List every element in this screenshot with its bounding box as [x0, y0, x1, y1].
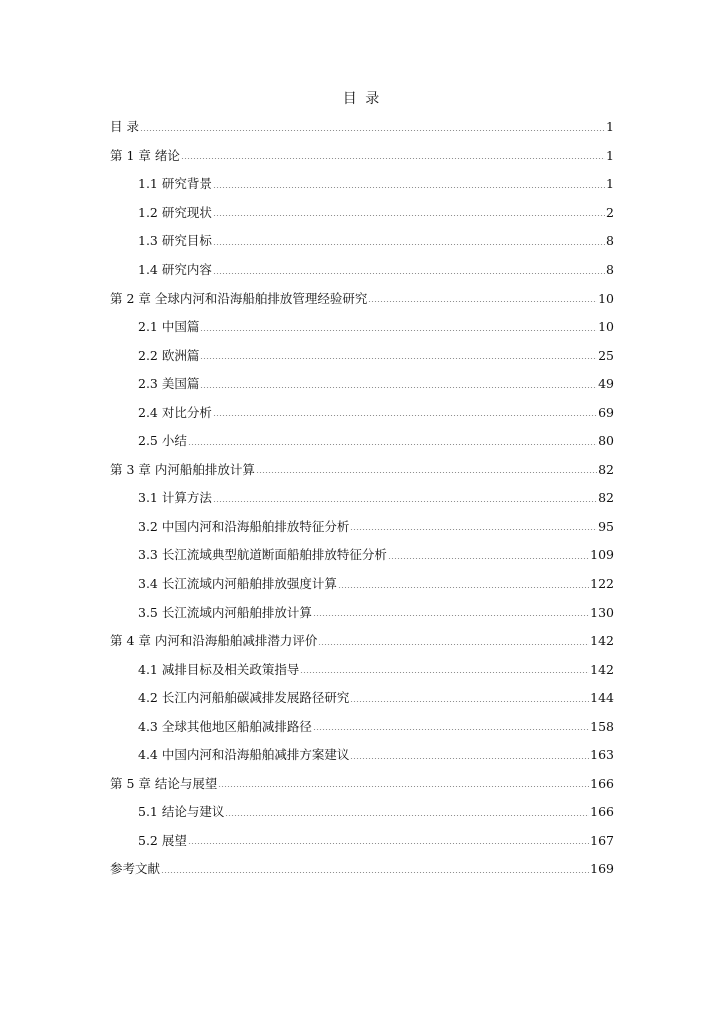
toc-entry-label: 3.2 中国内河和沿海船舶排放特征分析 [138, 518, 350, 534]
dot-leader [200, 358, 597, 359]
toc-entry-page-number: 8 [606, 262, 614, 277]
toc-entry[interactable] [0, 798, 724, 827]
dot-leader [368, 301, 597, 302]
dot-leader [200, 387, 597, 388]
toc-entry-page-number: 49 [598, 376, 614, 392]
toc-entry-label: 3.5 长江流域内河船舶排放计算 [138, 604, 312, 620]
dot-leader [318, 644, 589, 645]
toc-entry-page-number: 95 [598, 518, 614, 534]
toc-entry-page-number: 1 [606, 147, 614, 163]
toc-entry-label: 4.3 全球其他地区船舶减排路径 [138, 718, 312, 734]
toc-entry[interactable] [0, 627, 724, 656]
toc-entry-page-number: 158 [590, 718, 614, 734]
toc-entry-page-number: 25 [598, 347, 614, 363]
dot-leader [188, 444, 597, 445]
toc-entry-label: 5.1 结论与建议 [138, 804, 225, 820]
dot-leader [313, 729, 589, 730]
toc-entry-page-number: 1 [606, 119, 614, 135]
dot-leader [388, 558, 589, 559]
toc-entry[interactable] [0, 370, 724, 399]
dot-leader [213, 273, 605, 274]
toc-entry[interactable] [0, 684, 724, 713]
toc-entry[interactable] [0, 541, 724, 570]
toc-entry-page-number: 167 [590, 832, 614, 848]
toc-entry-label: 第 5 章 结论与展望 [110, 775, 218, 791]
dot-leader [161, 872, 589, 873]
toc-entry-label: 1.2 研究现状 [138, 204, 212, 220]
dot-leader [350, 758, 589, 759]
toc-entry[interactable] [0, 170, 724, 199]
toc-entry-label: 2.2 欧洲篇 [138, 347, 200, 363]
toc-entry-page-number: 169 [590, 861, 614, 877]
toc-entry[interactable] [0, 284, 724, 313]
toc-entry[interactable] [0, 456, 724, 485]
dot-leader [140, 130, 605, 131]
dot-leader [218, 786, 589, 787]
toc-entry-label: 4.4 中国内河和沿海船舶减排方案建议 [138, 747, 350, 763]
toc-entry[interactable] [0, 227, 724, 256]
toc-entry[interactable] [0, 142, 724, 171]
toc-entry[interactable] [0, 598, 724, 627]
toc-entry-page-number: 82 [598, 461, 614, 477]
toc-entry-label: 4.2 长江内河船舶碳减排发展路径研究 [138, 690, 350, 706]
dot-leader [350, 529, 597, 530]
toc-entry-page-number: 10 [598, 290, 614, 306]
dot-leader [181, 158, 605, 159]
toc-entry[interactable] [0, 427, 724, 456]
dot-leader [200, 330, 597, 331]
toc-title: 目 录 [342, 91, 382, 107]
toc-entry-page-number: 122 [590, 576, 614, 592]
toc-entry-page-number: 1 [606, 176, 614, 192]
toc-entry[interactable] [0, 484, 724, 513]
toc-entry-page-number: 80 [598, 433, 614, 449]
dot-leader [213, 501, 597, 502]
toc-entry-label: 第 4 章 内河和沿海船舶减排潜力评价 [110, 633, 318, 649]
toc-entry-label: 2.1 中国篇 [138, 319, 200, 335]
toc-entry[interactable] [0, 741, 724, 770]
toc-entry[interactable] [0, 655, 724, 684]
toc-entry-page-number: 166 [590, 804, 614, 820]
toc-entry-page-number: 142 [590, 661, 614, 677]
toc-entry[interactable] [0, 770, 724, 799]
toc-entry-label: 3.1 计算方法 [138, 490, 212, 506]
toc-entry[interactable] [0, 199, 724, 228]
toc-entry-label: 2.3 美国篇 [138, 376, 200, 392]
toc-entry-label: 1.3 研究目标 [138, 233, 212, 249]
toc-entry[interactable] [0, 113, 724, 142]
toc-entry[interactable] [0, 341, 724, 370]
toc-entry-page-number: 69 [598, 404, 614, 420]
toc-entry-page-number: 8 [606, 233, 614, 249]
dot-leader [213, 415, 597, 416]
dot-leader [313, 615, 589, 616]
dot-leader [213, 215, 605, 216]
dot-leader [256, 472, 597, 473]
dot-leader [350, 701, 589, 702]
toc-entry-page-number: 109 [590, 547, 614, 563]
toc-entry[interactable] [0, 712, 724, 741]
toc-entry-label: 第 1 章 绪论 [110, 147, 180, 163]
toc-entry[interactable] [0, 827, 724, 856]
toc-entry-label: 1.1 研究背景 [138, 176, 212, 192]
toc-entry-page-number: 82 [598, 490, 614, 506]
toc-entry-label: 1.4 研究内容 [138, 262, 212, 277]
toc-entry-page-number: 163 [590, 747, 614, 763]
dot-leader [213, 244, 605, 245]
dot-leader [300, 672, 589, 673]
toc-entry-page-number: 166 [590, 775, 614, 791]
toc-entry-page-number: 144 [590, 690, 614, 706]
toc-entry[interactable] [0, 855, 724, 884]
dot-leader [338, 587, 589, 588]
toc-entry[interactable] [0, 313, 724, 342]
toc-entry[interactable] [0, 256, 724, 285]
toc-entry-label: 参考文献 [110, 861, 161, 877]
toc-entry-label: 2.4 对比分析 [138, 404, 212, 420]
toc-entry-page-number: 130 [590, 604, 614, 620]
dot-leader [188, 843, 589, 844]
toc-entry-page-number: 2 [606, 204, 614, 220]
toc-entry[interactable] [0, 570, 724, 599]
toc-entry-label: 目 录 [110, 119, 139, 135]
toc-entry[interactable] [0, 513, 724, 542]
toc-entry-label: 2.5 小结 [138, 433, 187, 449]
toc-entry-page-number: 142 [590, 633, 614, 649]
toc-entry-page-number: 10 [598, 319, 614, 335]
toc-entry-label: 第 2 章 全球内河和沿海船舶排放管理经验研究 [110, 290, 368, 306]
toc-entry-label: 3.3 长江流域典型航道断面船舶排放特征分析 [138, 547, 387, 563]
toc-entry-label: 5.2 展望 [138, 832, 187, 848]
dot-leader [213, 187, 605, 188]
dot-leader [225, 815, 589, 816]
toc-entry[interactable] [0, 398, 724, 427]
toc-entry-label: 第 3 章 内河船舶排放计算 [110, 461, 255, 477]
toc-entry-label: 3.4 长江流域内河船舶排放强度计算 [138, 576, 337, 592]
toc-list [0, 113, 724, 884]
toc-entry-label: 4.1 减排目标及相关政策指导 [138, 661, 300, 677]
